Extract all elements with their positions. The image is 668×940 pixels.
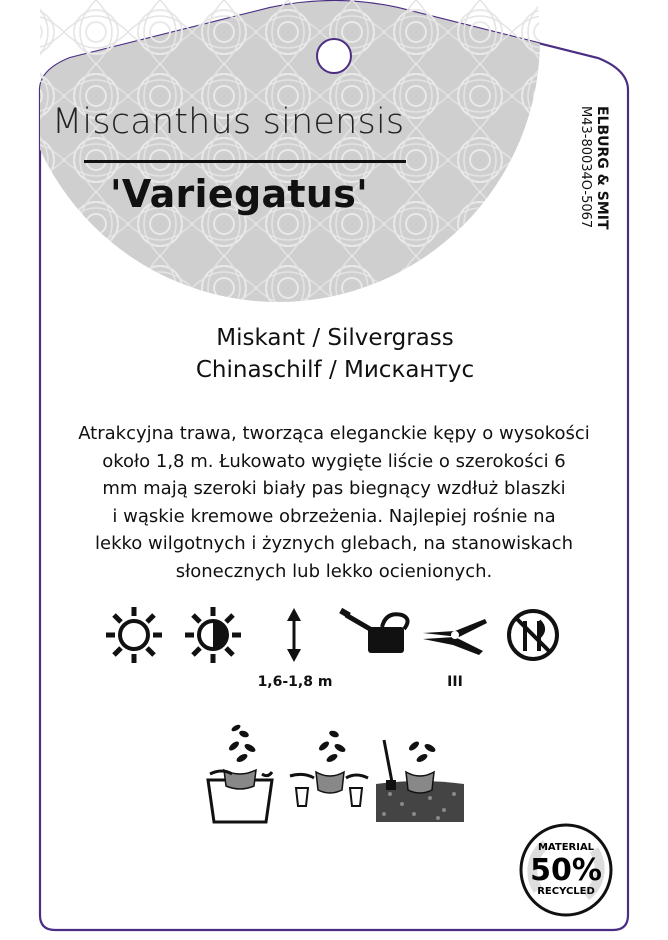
- full-sun-icon: [106, 607, 162, 663]
- badge-top: MATERIAL: [537, 842, 595, 853]
- height-caption: 1,6-1,8 m: [257, 674, 333, 690]
- not-edible-icon: [509, 611, 557, 659]
- description-line: około 1,8 m. Łukowato wygięte liście o szerokości 6: [102, 450, 566, 472]
- description-line: lekko wilgotnych i żyznych glebach, na stanowiskach: [95, 533, 573, 555]
- title-rule: [84, 160, 406, 163]
- common-name-line: Miskant / Silvergrass: [216, 325, 454, 351]
- brand-code: M43-80034O-5067: [578, 106, 593, 229]
- description: [64, 420, 604, 586]
- cultivar-name: 'Variegatus': [110, 172, 369, 216]
- common-names: [130, 322, 540, 386]
- latin-name: Miscanthus sinensis: [52, 102, 405, 142]
- badge-bottom: RECYCLED: [537, 886, 595, 897]
- description-line: słonecznych lub lekko ocienionych.: [175, 560, 493, 582]
- badge-percent: 50%: [530, 853, 602, 888]
- hang-hole: [317, 39, 351, 73]
- recycle-badge: [521, 825, 611, 915]
- common-name-line: Chinaschilf / Мискантус: [195, 357, 475, 383]
- brand-name: ELBURG & SMIT: [594, 106, 610, 230]
- half-shade-icon: [185, 607, 241, 663]
- description-line: Atrakcyjna trawa, tworząca eleganckie kępy o wysokości: [78, 423, 590, 444]
- description-line: mm mają szeroki biały pas biegnący wzdłuż blaszki: [102, 478, 566, 500]
- description-line: i wąskie kremowe obrzeżenia. Najlepiej rośnie na: [112, 505, 556, 527]
- pruning-caption: III: [447, 674, 463, 690]
